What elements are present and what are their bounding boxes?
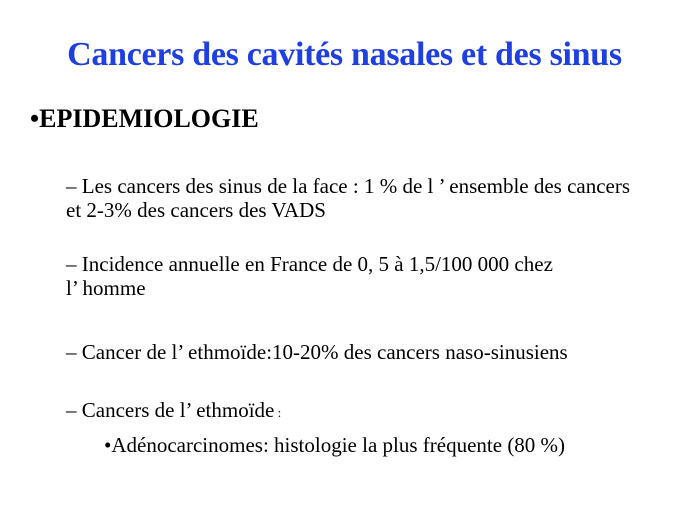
- bullet-item-ethmoid-cancers: [66, 398, 281, 425]
- section-heading: •EPIDEMIOLOGIE: [30, 104, 259, 133]
- bullet-item-suffix: :: [274, 405, 282, 420]
- bullet-item-line: – Cancers de l’ ethmoïde: [66, 398, 275, 422]
- bullet-item-line: l’ homme: [66, 276, 146, 300]
- bullet-item-ethmoid-share: [66, 340, 568, 364]
- bullet-item-line: – Incidence annuelle en France de 0, 5 à 1,5/100 000 chez: [66, 252, 553, 276]
- bullet-item-incidence: [66, 252, 553, 300]
- sub-bullet-adenocarcinomas: •Adénocarcinomes: histologie la plus fréquente (80 %): [104, 433, 566, 457]
- bullet-item-line: – Cancer de l’ ethmoïde:10-20% des cancers naso-sinusiens: [66, 340, 568, 364]
- bullet-item-sinus-cancers: [66, 174, 630, 222]
- slide-title: Cancers des cavités nasales et des sinus: [67, 36, 622, 73]
- bullet-item-line: et 2-3% des cancers des VADS: [66, 198, 326, 222]
- bullet-item-line: – Les cancers des sinus de la face : 1 % de l ’ ensemble des cancers: [66, 174, 631, 198]
